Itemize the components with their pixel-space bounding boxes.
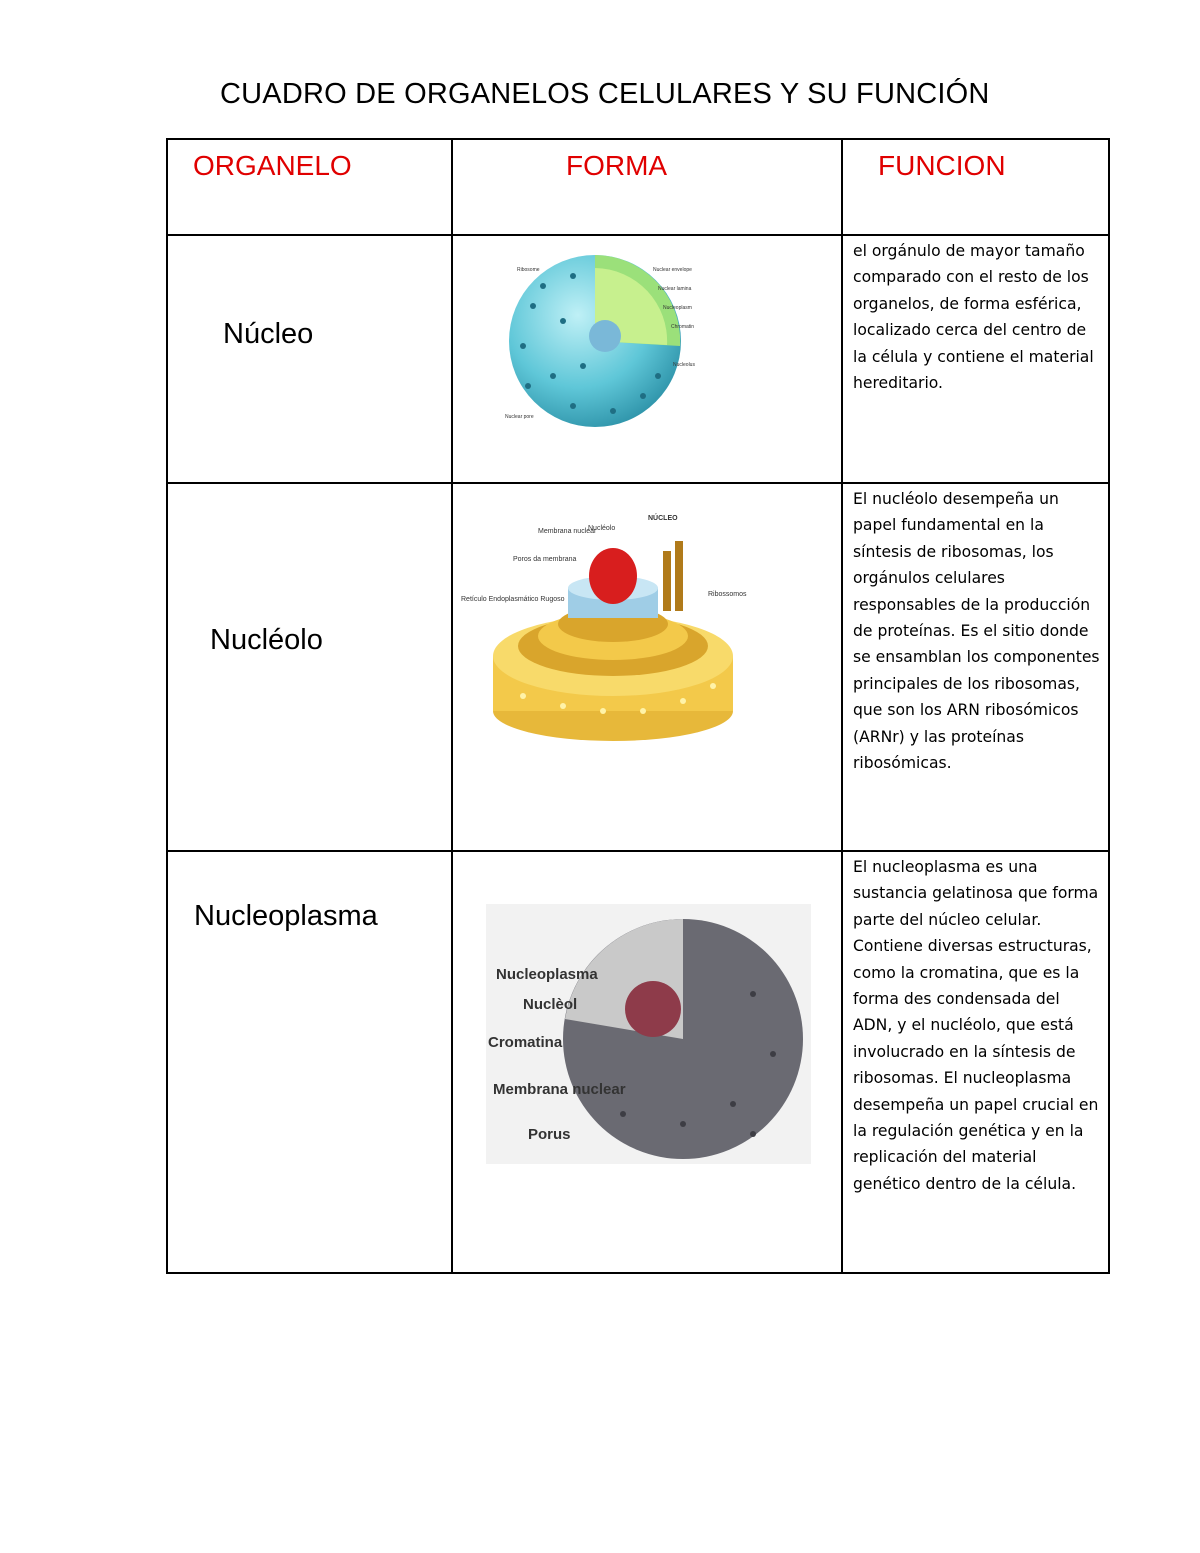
figure-label: Nuclear pore [505,414,534,420]
figure-label: Nucleolus [673,362,695,368]
organelo-name: Nucléolo [210,624,323,656]
funcion-cell [842,851,1109,1273]
funcion-text: el orgánulo de mayor tamaño comparado con el resto de los organelos, de forma esférica, localizado cerca del centro de la célula y contiene el material hereditario. [853,242,1094,393]
nucleus-figure [453,246,839,446]
funcion-text: El nucleoplasma es una sustancia gelatinosa que forma parte del núcleo celular. Contiene diversas estructuras, como la cromatina, que es la forma des condensada del ADN, y el nucléolo, que está involucrado en la síntesis de ribosomas. El nucleoplasma desempeña un papel crucial en la regulación genética y en la replicación del material genético dentro de la célula. [853,858,1099,1193]
figure-label: Porus [528,1126,571,1143]
table-row [167,851,1109,1273]
organelo-cell [167,851,452,1273]
table-header-row [167,139,1109,235]
figure-label: Retículo Endoplasmático Rugoso [461,596,565,603]
figure-label: Ribosome [517,267,540,273]
figure-label: NÚCLEO [648,515,678,522]
organelo-name: Núcleo [223,318,314,350]
table-row [167,483,1109,851]
figure-label: Nuclèol [523,996,578,1013]
forma-cell [452,851,842,1273]
header-forma-cell [452,139,842,235]
organelo-name: Nucleoplasma [194,900,378,932]
header-funcion: FUNCION [878,150,1006,181]
figure-label: Cromatina [488,1034,563,1051]
header-forma: FORMA [566,150,668,181]
funcion-text: El nucléolo desempeña un papel fundamental en la síntesis de ribosomas, los orgánulos celulares responsables de la producción de proteínas. Es el sitio donde se ensamblan los componentes principales de los ribosomas, que son los ARN ribosómicos (ARNr) y las proteínas ribosómicas. [853,490,1100,773]
nucleoplasm-figure [453,904,839,1174]
header-organelo: ORGANELO [193,150,352,181]
organelle-table [166,138,1110,1274]
figure-label: Membrana nuclear [493,1081,626,1098]
figure-label: Poros da membrana [513,556,577,563]
table-row [167,235,1109,483]
funcion-cell [842,235,1109,483]
figure-label: Ribossomos [708,591,747,598]
figure-label: Membrana nuclear [538,528,597,535]
funcion-cell [842,483,1109,851]
header-funcion-cell [842,139,1109,235]
organelo-cell [167,235,452,483]
organelo-cell [167,483,452,851]
figure-label: Nuclear envelope [653,267,692,273]
nucleolus-figure [453,506,839,746]
forma-cell [452,483,842,851]
figure-label: Nucleoplasma [496,966,598,983]
header-organelo-cell [167,139,452,235]
forma-cell [452,235,842,483]
figure-label: Chromatin [671,324,695,330]
figure-label: Nucleoplasm [663,305,692,311]
page-title: CUADRO DE ORGANELOS CELULARES Y SU FUNCIÓN [220,78,990,110]
figure-label: Nucléolo [588,525,616,532]
figure-label: Nuclear lamina [658,286,692,292]
